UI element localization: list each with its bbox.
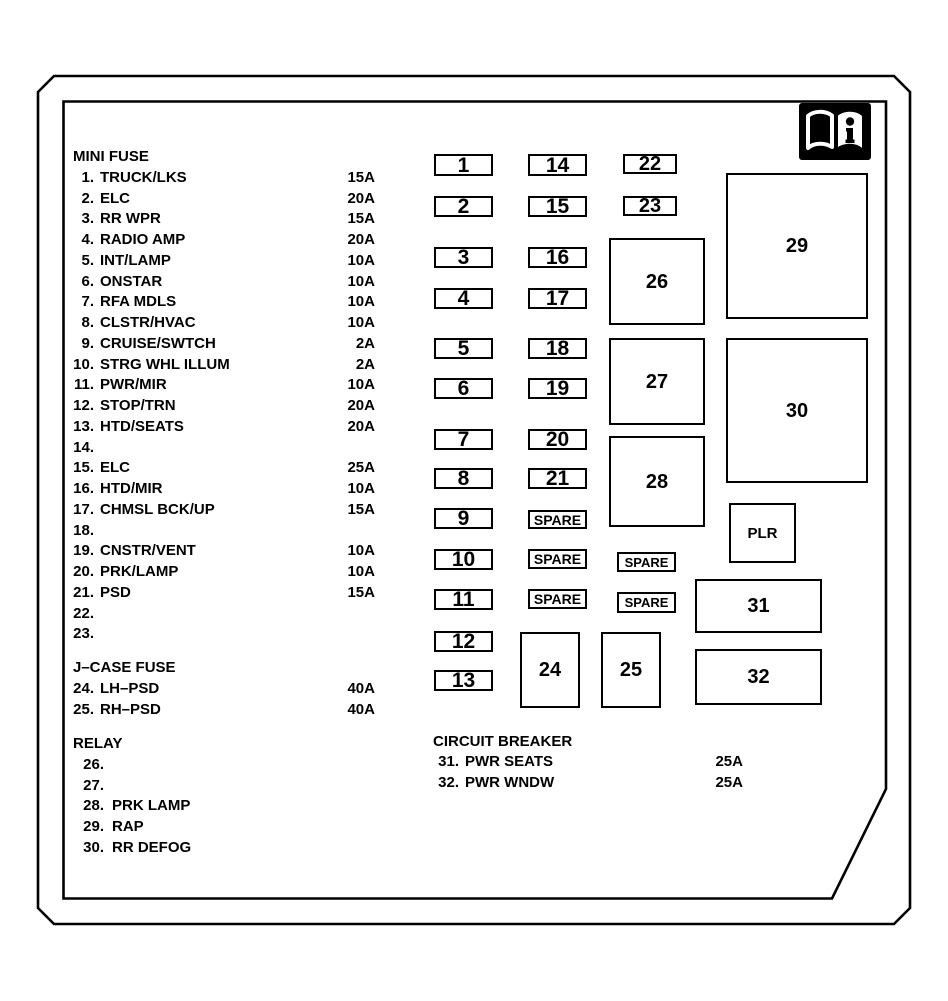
fuse-box-label: 12	[451, 630, 476, 653]
legend-label: HTD/SEATS	[100, 417, 184, 435]
legend-label: ELC	[100, 189, 130, 207]
fuse-box-label: SPARE	[624, 554, 669, 570]
spare-fuse-box	[528, 589, 587, 609]
legend-num: 27.	[83, 776, 104, 794]
legend-num: 6.	[81, 272, 94, 290]
legend-label: CLSTR/HVAC	[100, 314, 196, 331]
legend-label: PSD	[100, 583, 131, 601]
legend-label: PWR SEATS	[465, 753, 554, 771]
fuse-box-label: 21	[545, 467, 570, 490]
fuse-box-23	[623, 196, 677, 216]
fuse-box-label: 8	[457, 467, 470, 490]
legend-row	[64, 375, 375, 396]
legend-row	[64, 417, 375, 438]
fuse-box-7	[434, 429, 493, 450]
j-case-fuse-legend	[64, 658, 375, 720]
fuse-box-1	[434, 154, 493, 176]
legend-row	[433, 773, 743, 793]
spare-fuse-box	[528, 510, 587, 529]
fuse-box-label: 1	[457, 153, 470, 177]
fuse-box-19	[528, 378, 587, 399]
legend-amp-rating: 10A	[347, 293, 375, 311]
legend-num: 15.	[73, 459, 94, 477]
fuse-box-2	[434, 196, 493, 217]
legend-row	[64, 334, 375, 355]
legend-row	[72, 796, 383, 817]
fuse-box-28	[609, 436, 705, 527]
fuse-box-16	[528, 247, 587, 268]
legend-row	[64, 521, 375, 542]
spare-fuse-box	[528, 549, 587, 569]
legend-row	[64, 604, 375, 625]
legend-amp-rating: 10A	[347, 251, 375, 269]
legend-num: 24.	[73, 679, 94, 697]
legend-amp-rating: 10A	[347, 376, 375, 394]
legend-amp-rating: 2A	[355, 334, 375, 352]
fuse-box-label: 6	[457, 377, 470, 400]
legend-amp-rating: 10A	[347, 542, 375, 560]
legend-amp-rating: 15A	[347, 583, 375, 601]
fuse-box-24	[520, 632, 580, 708]
legend-row	[64, 230, 375, 251]
fuse-box-27	[609, 338, 705, 425]
legend-num: 23.	[73, 625, 94, 643]
fuse-box-label: 26	[645, 270, 669, 293]
legend-label: RFA MDLS	[100, 293, 177, 311]
fuse-box-30	[726, 338, 868, 483]
legend-num: 21.	[73, 583, 94, 601]
legend-row	[433, 752, 743, 772]
legend-row	[64, 313, 375, 334]
fuse-box-29	[726, 173, 868, 319]
legend-num: 25.	[73, 700, 94, 718]
legend-amp-rating: 10A	[347, 563, 375, 580]
fuse-box-18	[528, 338, 587, 359]
spare-fuse-box	[617, 552, 676, 572]
legend-row	[64, 562, 375, 583]
fuse-box-label: 14	[545, 153, 570, 177]
legend-row	[64, 209, 375, 230]
legend-num: 7.	[81, 293, 94, 311]
fuse-box-3	[434, 247, 493, 268]
legend-num: 5.	[81, 251, 94, 269]
legend-num: 10.	[73, 355, 94, 373]
legend-amp-rating: 15A	[347, 500, 375, 518]
fuse-box-20	[528, 429, 587, 450]
legend-amp-rating: 40A	[347, 679, 375, 697]
legend-row	[64, 500, 375, 521]
legend-amp-rating: 10A	[347, 314, 375, 331]
legend-label: LH–PSD	[100, 679, 160, 697]
legend-num: 8.	[81, 314, 94, 331]
fuse-box-label: 7	[457, 428, 470, 451]
circuit-breaker-title: CIRCUIT BREAKER	[433, 733, 573, 750]
fuse-box-label: 5	[457, 337, 470, 360]
legend-label: ELC	[100, 459, 130, 477]
legend-label: RR DEFOG	[112, 838, 192, 856]
fuse-box-17	[528, 288, 587, 309]
relay-title: RELAY	[73, 735, 123, 752]
fuse-box-label: 29	[785, 235, 809, 257]
legend-label: CHMSL BCK/UP	[100, 500, 215, 518]
legend-row	[64, 583, 375, 604]
fuse-box-4	[434, 288, 493, 309]
legend-num: 9.	[81, 334, 94, 352]
legend-amp-rating: 15A	[347, 210, 375, 228]
legend-num: 19.	[73, 542, 94, 560]
fuse-box-label: 22	[638, 153, 662, 175]
fuse-box-32	[695, 649, 822, 705]
spare-fuse-box	[617, 592, 676, 613]
legend-num: 3.	[81, 210, 94, 228]
fuse-box-label: 31	[747, 595, 770, 617]
legend-num: 18.	[73, 521, 94, 539]
legend-label: RH–PSD	[100, 700, 161, 718]
legend-amp-rating: 25A	[715, 753, 743, 771]
legend-row	[64, 292, 375, 313]
legend-amp-rating: 10A	[347, 272, 375, 290]
legend-label: PWR WNDW	[465, 773, 555, 791]
fuse-box-label: 18	[545, 337, 570, 360]
fuse-box-26	[609, 238, 705, 325]
circuit-breaker-legend	[433, 732, 743, 793]
fuse-box-label: 4	[457, 287, 470, 310]
fuse-box-6	[434, 378, 493, 399]
legend-num: 29.	[83, 818, 104, 835]
legend-row	[64, 396, 375, 417]
legend-num: 20.	[73, 563, 94, 580]
legend-label: PRK/LAMP	[100, 563, 179, 580]
fuse-box-label: 25	[619, 659, 643, 681]
legend-amp-rating: 20A	[347, 189, 375, 207]
fuse-box-22	[623, 154, 677, 174]
legend-label: RAP	[112, 818, 144, 835]
fuse-box-10	[434, 549, 493, 570]
legend-label: CRUISE/SWTCH	[100, 334, 216, 352]
fuse-box-label: 28	[645, 470, 669, 493]
legend-row	[72, 838, 383, 859]
legend-amp-rating: 25A	[715, 773, 743, 791]
legend-num: 31.	[438, 753, 459, 771]
fuse-box-11	[434, 589, 493, 610]
legend-row	[64, 251, 375, 272]
fuse-box-9	[434, 508, 493, 529]
fuse-box-label: 10	[451, 548, 476, 571]
fuse-box-label: 13	[451, 669, 476, 692]
legend-row	[64, 541, 375, 562]
fuse-box-12	[434, 631, 493, 652]
legend-num: 17.	[73, 500, 94, 518]
fuse-box-label: SPARE	[533, 551, 582, 567]
fuse-box-label: 11	[452, 588, 475, 611]
fuse-box-label: 9	[457, 507, 470, 530]
fuse-box-8	[434, 468, 493, 489]
legend-label: RR WPR	[100, 210, 161, 228]
fuse-box-label: 32	[747, 666, 770, 688]
legend-num: 22.	[73, 604, 94, 622]
legend-amp-rating: 25A	[347, 459, 375, 477]
fuse-box-label: 30	[785, 399, 809, 422]
legend-row	[64, 700, 375, 721]
fuse-box-15	[528, 196, 587, 217]
fuse-box-label: 27	[645, 370, 669, 393]
legend-row	[64, 624, 375, 645]
fuse-box-5	[434, 338, 493, 359]
mini-fuse-legend	[64, 147, 375, 645]
legend-row	[64, 458, 375, 479]
legend-label: STOP/TRN	[100, 397, 176, 414]
fuse-box-label: 15	[545, 195, 570, 218]
fuse-box-label: 20	[545, 428, 570, 451]
fuse-box-25	[601, 632, 661, 708]
legend-label: RADIO AMP	[100, 231, 186, 248]
legend-amp-rating: 40A	[347, 700, 375, 718]
legend-row	[64, 679, 375, 700]
legend-num: 1.	[81, 168, 94, 186]
legend-row	[64, 189, 375, 210]
legend-num: 30.	[83, 838, 104, 856]
legend-amp-rating: 20A	[347, 417, 375, 435]
legend-row	[64, 479, 375, 500]
fuse-box-label: PLR	[747, 524, 778, 542]
legend-num: 14.	[73, 438, 94, 456]
fuse-box-21	[528, 468, 587, 489]
legend-label: INT/LAMP	[100, 251, 171, 269]
fuse-box-label: 2	[457, 195, 470, 218]
legend-label: ONSTAR	[100, 272, 163, 290]
legend-num: 26.	[83, 755, 104, 773]
owners-manual-info-icon	[799, 103, 871, 160]
legend-num: 2.	[81, 189, 94, 207]
legend-label: STRG WHL ILLUM	[100, 355, 230, 373]
legend-amp-rating: 20A	[347, 397, 375, 414]
fuse-box-label: 17	[545, 287, 570, 310]
info-book-icon	[799, 103, 871, 160]
fuse-box-label: 19	[545, 377, 570, 400]
fuse-box-label: SPARE	[533, 511, 582, 528]
legend-num: 13.	[73, 417, 94, 435]
legend-amp-rating: 10A	[347, 480, 375, 497]
legend-label: HTD/MIR	[100, 480, 163, 497]
fuse-box-13	[434, 670, 493, 691]
legend-row	[64, 355, 375, 376]
legend-row	[64, 438, 375, 459]
legend-row	[72, 776, 383, 797]
fuse-box-label: SPARE	[624, 595, 669, 610]
fuse-box-label: 3	[457, 246, 470, 269]
fuse-box-label: SPARE	[533, 591, 582, 607]
relay-legend	[72, 734, 383, 859]
legend-row	[72, 817, 383, 838]
fuse-box-31	[695, 579, 822, 633]
legend-num: 16.	[73, 480, 94, 497]
legend-amp-rating: 15A	[347, 168, 375, 186]
j-case-fuse-title: J–CASE FUSE	[73, 659, 176, 676]
legend-num: 12.	[73, 397, 94, 414]
mini-fuse-title: MINI FUSE	[73, 148, 149, 165]
fuse-box-label: 24	[538, 659, 562, 681]
legend-num: 28.	[83, 797, 104, 815]
legend-label: PWR/MIR	[100, 376, 167, 394]
legend-amp-rating: 2A	[355, 355, 375, 373]
legend-num: 4.	[81, 231, 94, 248]
legend-num: 32.	[438, 773, 459, 791]
plr-box	[729, 503, 796, 563]
legend-row	[72, 755, 383, 776]
legend-label: TRUCK/LKS	[100, 168, 187, 186]
fuse-box-14	[528, 154, 587, 176]
fuse-box-label: 23	[638, 195, 662, 217]
legend-num: 11.	[73, 376, 94, 394]
legend-row	[64, 168, 375, 189]
fuse-box-label: 16	[545, 246, 570, 269]
legend-label: CNSTR/VENT	[100, 542, 196, 560]
legend-amp-rating: 20A	[347, 231, 375, 248]
legend-label: PRK LAMP	[112, 797, 191, 815]
legend-row	[64, 272, 375, 293]
